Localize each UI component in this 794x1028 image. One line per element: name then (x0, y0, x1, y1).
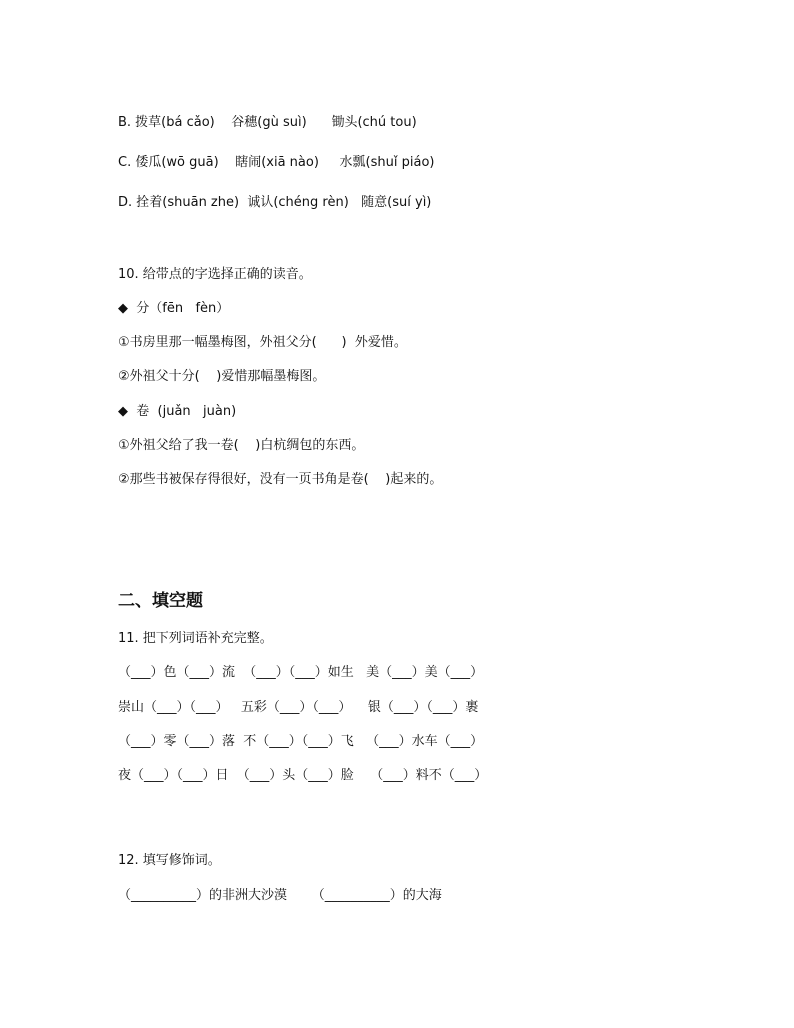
q9-option-c: C. 倭瓜(wō guā) 瞎闹(xiā nào) 水瓢(shuǐ piáo) (118, 155, 435, 170)
q10-group1-header: ◆ 分（fēn fèn） (118, 301, 230, 316)
q10-group1-sentence1: ①书房里那一幅墨梅图，外祖父分( ) 外爱惜。 (118, 335, 407, 350)
q10-group2-header: ◆ 卷 (juǎn juàn) (118, 404, 237, 419)
section-heading-fill-in: 二、填空题 (118, 591, 203, 611)
q10-group2-sentence1: ①外祖父给了我一卷( )白杭绸包的东西。 (118, 438, 365, 453)
q10-group1-sentence2: ②外祖父十分( )爱惜那幅墨梅图。 (118, 369, 326, 384)
q11-title: 11. 把下列词语补充完整。 (118, 631, 273, 646)
q10-group2-sentence2: ②那些书被保存得很好，没有一页书角是卷( )起来的。 (118, 472, 443, 487)
q11-row3: （___）零（___）落 不（___）（___）飞 （___）水车（___） (118, 734, 484, 749)
q9-option-d: D. 拴着(shuān zhe) 诚认(chéng rèn) 随意(suí yì) (118, 195, 432, 210)
q11-row2: 崇山（___）（___） 五彩（___）（___） 银（___）（___）裹 (118, 700, 479, 715)
q9-option-b: B. 拨草(bá cǎo) 谷穗(gù suì) 锄头(chú tou) (118, 115, 417, 130)
q12-title: 12. 填写修饰词。 (118, 853, 221, 868)
q10-title: 10. 给带点的字选择正确的读音。 (118, 267, 312, 282)
q12-row1: （__________）的非洲大沙漠 （__________）的大海 (118, 888, 442, 903)
q11-row4: 夜（___）（___）日 （___）头（___）脸 （___）料不（___） (118, 768, 488, 783)
q11-row1: （___）色（___）流 （___）（___）如生 美（___）美（___） (118, 665, 484, 680)
